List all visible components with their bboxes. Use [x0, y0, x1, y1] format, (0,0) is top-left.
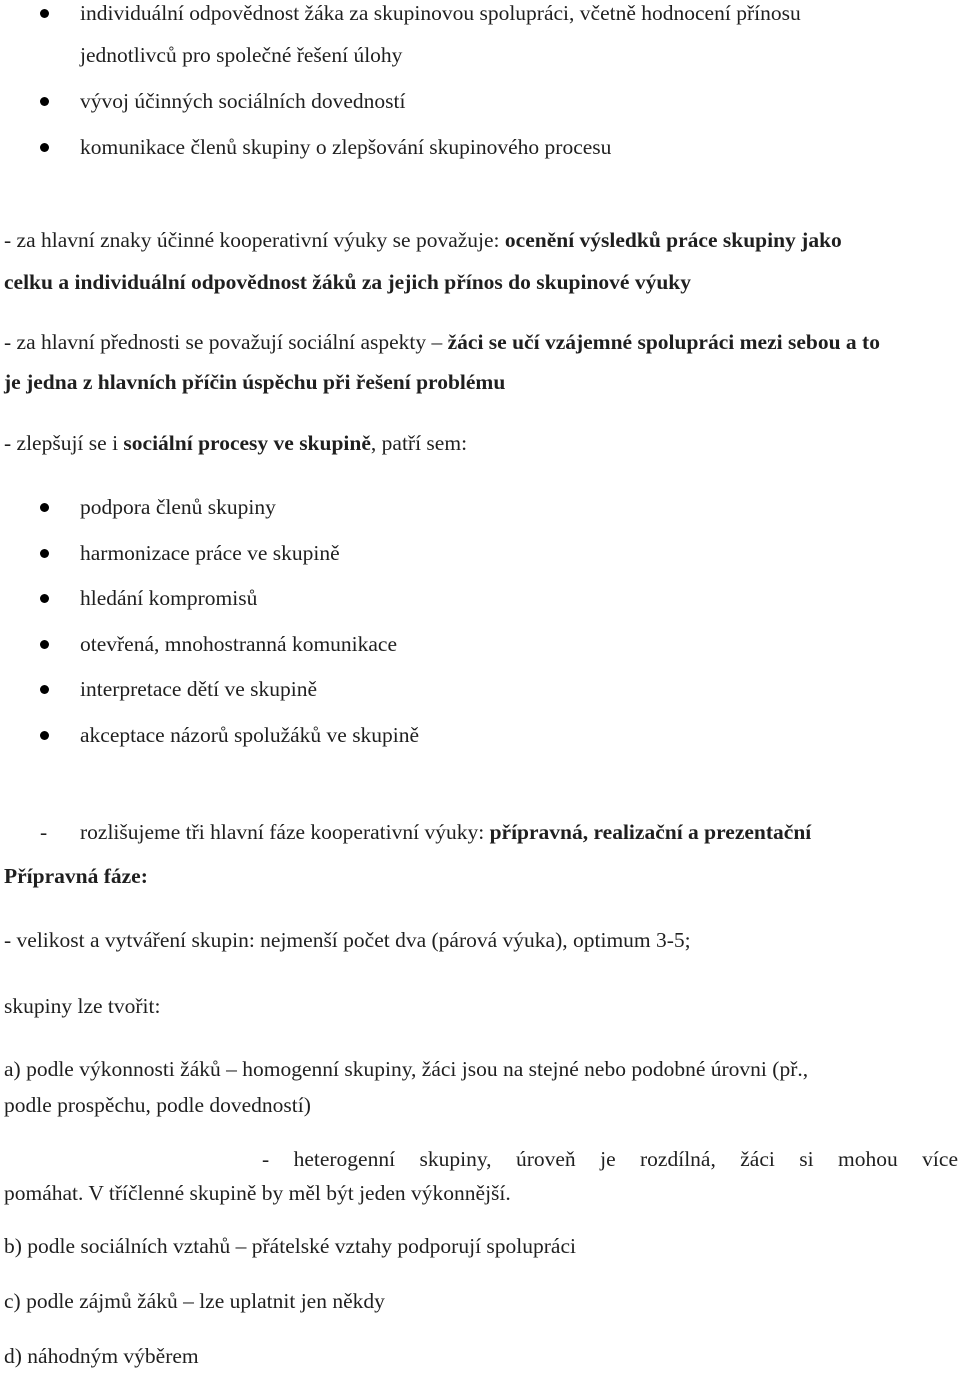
list-item: podpora členů skupiny	[80, 495, 276, 519]
list-item: individuální odpovědnost žáka za skupinovou spolupráci, včetně hodnocení přínosu	[80, 1, 801, 25]
list-item: otevřená, mnohostranná komunikace	[80, 632, 398, 656]
bullet-icon	[40, 640, 49, 649]
text-line: a) podle výkonnosti žáků – homogenní skupiny, žáci jsou na stejné nebo podobné úrovni (př.,	[4, 1057, 809, 1081]
text-line: pomáhat. V tříčlenné skupině by měl být jeden výkonnější.	[4, 1181, 511, 1205]
bold-text: žáci se učí vzájemné spolupráci mezi sebou a to	[447, 330, 880, 354]
bullet-icon	[40, 97, 49, 106]
paragraph-social-processes	[4, 433, 467, 455]
bold-text: přípravná, realizační a prezentační	[489, 820, 812, 844]
list-item: harmonizace práce ve skupině	[80, 541, 340, 565]
bullet-icon	[40, 549, 49, 558]
list-item: komunikace členů skupiny o zlepšování skupinového procesu	[80, 135, 612, 159]
paragraph-option-d: d) náhodným výběrem	[4, 1344, 199, 1368]
section-heading: Přípravná fáze:	[4, 864, 148, 888]
bullet-icon	[40, 685, 49, 694]
text: , patří sem:	[370, 431, 468, 455]
text: - za hlavní znaky účinné kooperativní výuky se považuje:	[4, 228, 505, 252]
bullet-icon	[40, 143, 49, 152]
list-item: akceptace názorů spolužáků ve skupině	[80, 723, 420, 747]
paragraph-option-c: c) podle zájmů žáků – lze uplatnit jen někdy	[4, 1289, 385, 1313]
dash-marker: -	[40, 820, 48, 844]
bold-text: celku a individuální odpovědnost žáků za jejich přínos do skupinové výuky	[4, 270, 691, 294]
bold-text: sociální procesy ve skupině	[123, 431, 371, 455]
list-item: interpretace dětí ve skupině	[80, 677, 317, 701]
list-item: vývoj účinných sociálních dovedností	[80, 89, 406, 113]
bullet-icon	[40, 594, 49, 603]
bullet-icon	[40, 503, 49, 512]
paragraph-option-b: b) podle sociálních vztahů – přátelské vztahy podporují spolupráci	[4, 1234, 576, 1258]
text: rozlišujeme tři hlavní fáze kooperativní výuky:	[80, 820, 490, 844]
bullet-icon	[40, 9, 49, 18]
bullet-icon	[40, 731, 49, 740]
text-line: podle prospěchu, podle dovedností)	[4, 1093, 311, 1117]
paragraph-group-size: - velikost a vytváření skupin: nejmenší počet dva (párová výuka), optimum 3-5;	[4, 928, 691, 952]
bold-text: ocenění výsledků práce skupiny jako	[504, 228, 842, 252]
text-line: - heterogenní skupiny, úroveň je rozdílná, žáci si mohou více	[262, 1147, 958, 1171]
list-item-continuation: jednotlivců pro společné řešení úlohy	[80, 43, 403, 67]
bold-text: je jedna z hlavních příčin úspěchu při řešení problému	[4, 370, 506, 394]
paragraph-groups-formed: skupiny lze tvořit:	[4, 994, 161, 1018]
text: - za hlavní přednosti se považují sociální aspekty –	[4, 330, 448, 354]
list-item: hledání kompromisů	[80, 586, 258, 610]
text: - zlepšují se i	[4, 431, 124, 455]
